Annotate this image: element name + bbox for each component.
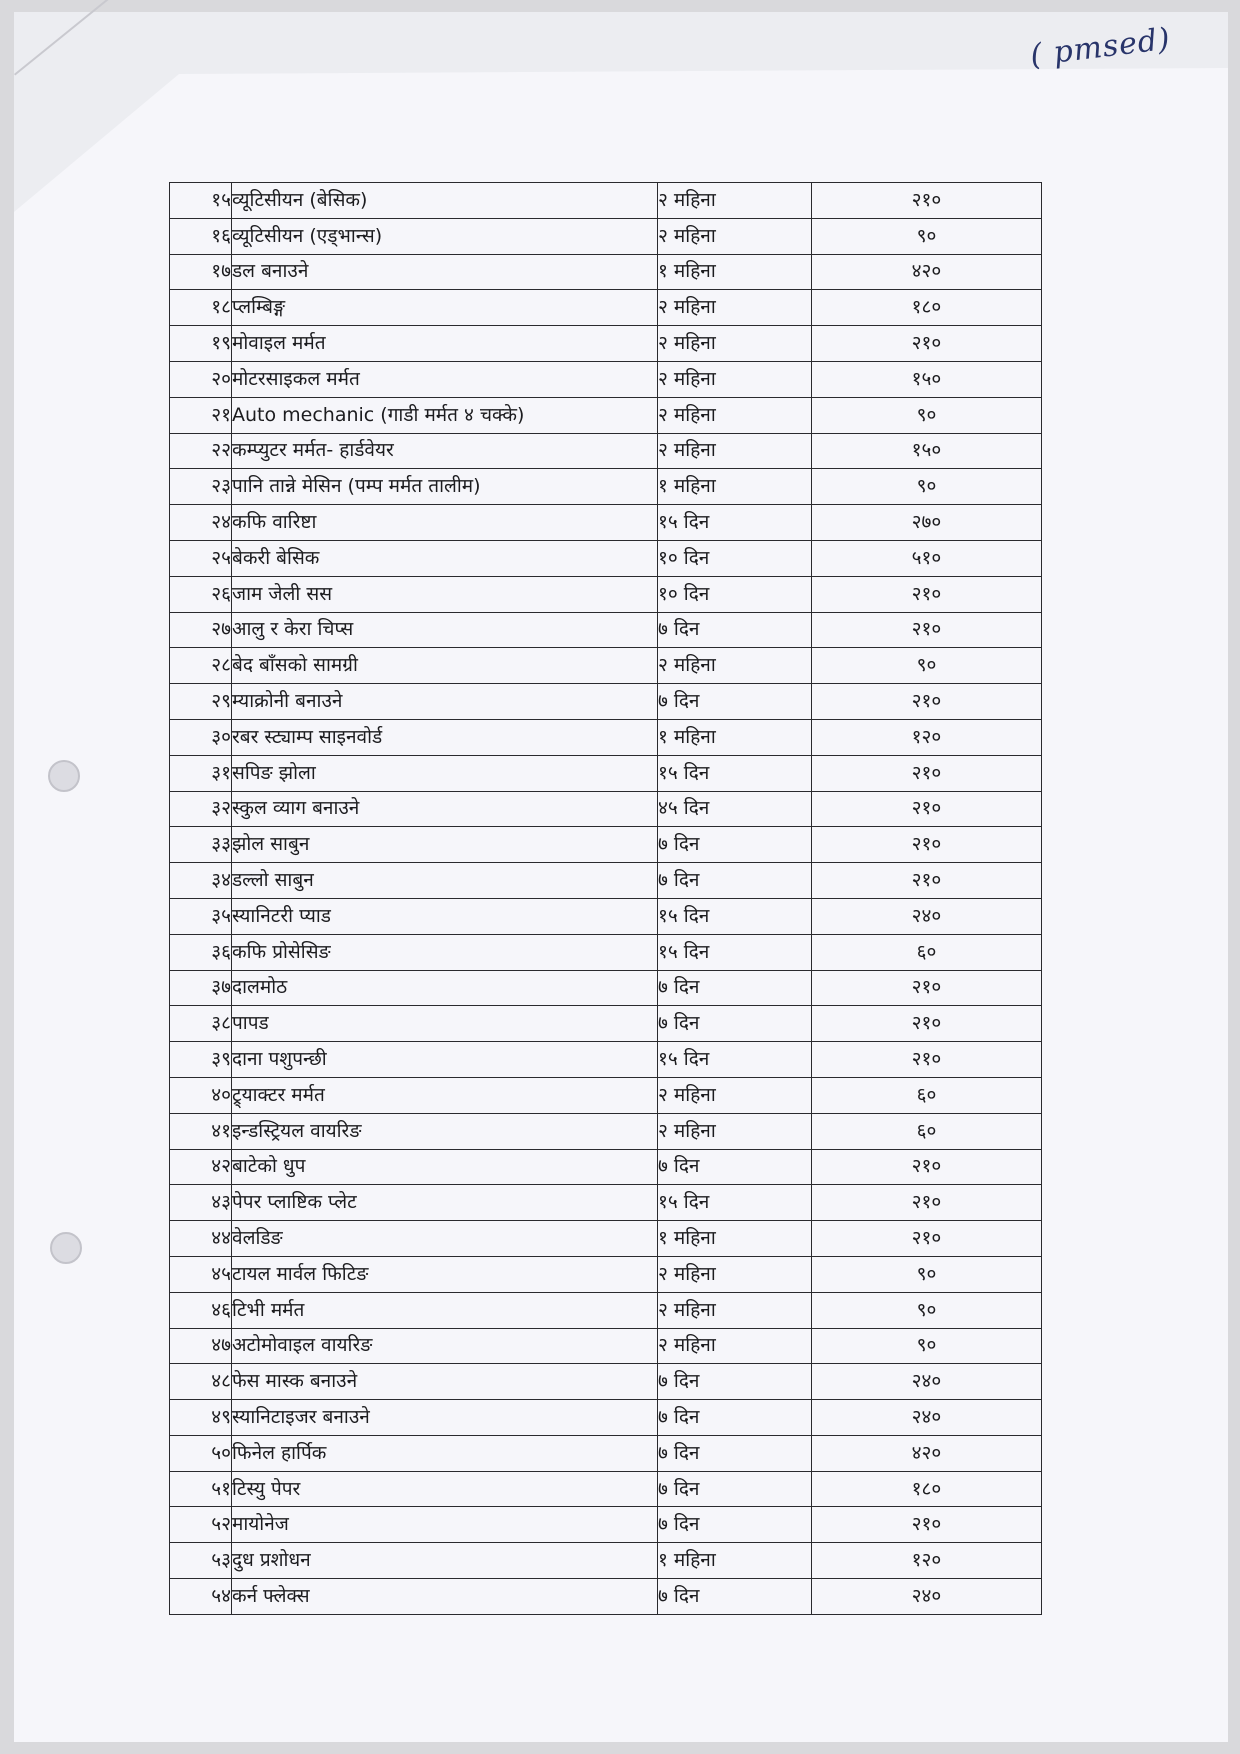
training-name: दाना पशुपन्छी [232, 1042, 658, 1078]
participant-count: ९० [812, 218, 1042, 254]
table-row [170, 1507, 1042, 1543]
training-duration: ७ दिन [658, 863, 812, 899]
training-name: मायोनेज [232, 1507, 658, 1543]
training-duration: १० दिन [658, 540, 812, 576]
table-row [170, 755, 1042, 791]
row-number: ४८ [170, 1364, 232, 1400]
table-row [170, 1292, 1042, 1328]
training-duration: २ महिना [658, 183, 812, 219]
training-duration: ७ दिन [658, 1435, 812, 1471]
table-row [170, 1435, 1042, 1471]
training-duration: १ महिना [658, 254, 812, 290]
training-duration: १ महिना [658, 1221, 812, 1257]
participant-count: २४० [812, 1579, 1042, 1615]
participant-count: २१० [812, 612, 1042, 648]
training-name: म्याक्रोनी बनाउने [232, 684, 658, 720]
training-duration: २ महिना [658, 648, 812, 684]
table-row [170, 326, 1042, 362]
row-number: ३६ [170, 934, 232, 970]
table-row [170, 898, 1042, 934]
table-row [170, 612, 1042, 648]
participant-count: २१० [812, 1149, 1042, 1185]
training-name: कम्प्युटर मर्मत- हार्डवेयर [232, 433, 658, 469]
training-duration: २ महिना [658, 290, 812, 326]
training-name: स्कुल व्याग बनाउने [232, 791, 658, 827]
row-number: १५ [170, 183, 232, 219]
table-row [170, 540, 1042, 576]
punch-hole-icon [48, 760, 80, 792]
table-row [170, 863, 1042, 899]
training-duration: २ महिना [658, 1113, 812, 1149]
table-row [170, 648, 1042, 684]
row-number: २६ [170, 576, 232, 612]
participant-count: २१० [812, 1507, 1042, 1543]
training-duration: २ महिना [658, 1292, 812, 1328]
participant-count: ५१० [812, 540, 1042, 576]
training-duration: ७ दिन [658, 1579, 812, 1615]
training-duration: ७ दिन [658, 612, 812, 648]
training-name: पापड [232, 1006, 658, 1042]
row-number: ५४ [170, 1579, 232, 1615]
row-number: ४६ [170, 1292, 232, 1328]
participant-count: ९० [812, 1292, 1042, 1328]
row-number: २३ [170, 469, 232, 505]
row-number: ४४ [170, 1221, 232, 1257]
row-number: ३५ [170, 898, 232, 934]
table-row [170, 1543, 1042, 1579]
participant-count: २१० [812, 970, 1042, 1006]
training-name: डल बनाउने [232, 254, 658, 290]
participant-count: २१० [812, 183, 1042, 219]
row-number: ३३ [170, 827, 232, 863]
table-row [170, 218, 1042, 254]
row-number: ३० [170, 719, 232, 755]
training-name: कफि प्रोसेसिङ [232, 934, 658, 970]
participant-count: ६० [812, 1113, 1042, 1149]
row-number: ५१ [170, 1471, 232, 1507]
training-name: जाम जेली सस [232, 576, 658, 612]
table-row [170, 576, 1042, 612]
training-duration: २ महिना [658, 433, 812, 469]
training-duration: ७ दिन [658, 1364, 812, 1400]
training-name: टिभी मर्मत [232, 1292, 658, 1328]
table-body [170, 183, 1042, 1615]
participant-count: ६० [812, 934, 1042, 970]
training-name: सपिङ झोला [232, 755, 658, 791]
participant-count: ९० [812, 648, 1042, 684]
row-number: ३७ [170, 970, 232, 1006]
participant-count: २१० [812, 684, 1042, 720]
table-row [170, 1149, 1042, 1185]
row-number: १९ [170, 326, 232, 362]
row-number: २० [170, 361, 232, 397]
training-name: दालमोठ [232, 970, 658, 1006]
table-row [170, 290, 1042, 326]
table-row [170, 397, 1042, 433]
training-duration: १ महिना [658, 719, 812, 755]
participant-count: २१० [812, 827, 1042, 863]
participant-count: २१० [812, 791, 1042, 827]
training-duration: १५ दिन [658, 1042, 812, 1078]
row-number: ४१ [170, 1113, 232, 1149]
participant-count: ९० [812, 469, 1042, 505]
participant-count: २४० [812, 1364, 1042, 1400]
participant-count: २१० [812, 326, 1042, 362]
handwritten-annotation: ( pmsed) [1028, 21, 1173, 74]
row-number: ३४ [170, 863, 232, 899]
training-list-table [169, 182, 1042, 1615]
table-row [170, 1579, 1042, 1615]
training-name: प्लम्बिङ्ग [232, 290, 658, 326]
training-name: Auto mechanic (गाडी मर्मत ४ चक्के) [232, 397, 658, 433]
table-row [170, 791, 1042, 827]
row-number: ३८ [170, 1006, 232, 1042]
training-duration: ७ दिन [658, 1507, 812, 1543]
training-name: बाटेको धुप [232, 1149, 658, 1185]
participant-count: २१० [812, 1006, 1042, 1042]
row-number: १६ [170, 218, 232, 254]
training-name: डल्लो साबुन [232, 863, 658, 899]
table-row [170, 433, 1042, 469]
training-duration: १५ दिन [658, 898, 812, 934]
table-row [170, 684, 1042, 720]
table-row [170, 1113, 1042, 1149]
training-name: अटोमोवाइल वायरिङ [232, 1328, 658, 1364]
training-duration: ७ दिन [658, 827, 812, 863]
training-duration: ७ दिन [658, 970, 812, 1006]
row-number: १७ [170, 254, 232, 290]
training-duration: २ महिना [658, 1328, 812, 1364]
row-number: २८ [170, 648, 232, 684]
participant-count: २१० [812, 1221, 1042, 1257]
training-duration: २ महिना [658, 1077, 812, 1113]
training-duration: ७ दिन [658, 684, 812, 720]
table-row [170, 1006, 1042, 1042]
training-name: ट्र्याक्टर मर्मत [232, 1077, 658, 1113]
training-duration: १ महिना [658, 1543, 812, 1579]
participant-count: २४० [812, 898, 1042, 934]
row-number: २१ [170, 397, 232, 433]
training-duration: २ महिना [658, 361, 812, 397]
training-duration: ७ दिन [658, 1471, 812, 1507]
table-row [170, 505, 1042, 541]
training-duration: १५ दिन [658, 934, 812, 970]
table-row [170, 1256, 1042, 1292]
participant-count: २४० [812, 1400, 1042, 1436]
training-duration: १५ दिन [658, 505, 812, 541]
punch-hole-icon [50, 1232, 82, 1264]
table-row [170, 1364, 1042, 1400]
participant-count: २७० [812, 505, 1042, 541]
table-row [170, 1471, 1042, 1507]
training-name: झोल साबुन [232, 827, 658, 863]
participant-count: २१० [812, 1042, 1042, 1078]
participant-count: १२० [812, 1543, 1042, 1579]
row-number: ४५ [170, 1256, 232, 1292]
participant-count: ९० [812, 1328, 1042, 1364]
row-number: १८ [170, 290, 232, 326]
training-name: रबर स्ट्याम्प साइनवोर्ड [232, 719, 658, 755]
participant-count: १८० [812, 1471, 1042, 1507]
training-name: टायल मार्वल फिटिङ [232, 1256, 658, 1292]
participant-count: १८० [812, 290, 1042, 326]
training-duration: ७ दिन [658, 1006, 812, 1042]
training-name: मोटरसाइकल मर्मत [232, 361, 658, 397]
training-duration: २ महिना [658, 397, 812, 433]
training-duration: १ महिना [658, 469, 812, 505]
training-name: फिनेल हार्पिक [232, 1435, 658, 1471]
training-name: पानि तान्ने मेसिन (पम्प मर्मत तालीम) [232, 469, 658, 505]
training-duration: ७ दिन [658, 1149, 812, 1185]
row-number: ४० [170, 1077, 232, 1113]
row-number: ४३ [170, 1185, 232, 1221]
row-number: २५ [170, 540, 232, 576]
row-number: ३१ [170, 755, 232, 791]
row-number: २९ [170, 684, 232, 720]
training-duration: ७ दिन [658, 1400, 812, 1436]
training-duration: ४५ दिन [658, 791, 812, 827]
training-name: बेकरी बेसिक [232, 540, 658, 576]
participant-count: ९० [812, 1256, 1042, 1292]
participant-count: ६० [812, 1077, 1042, 1113]
training-duration: २ महिना [658, 218, 812, 254]
training-name: कफि वारिष्टा [232, 505, 658, 541]
participant-count: २१० [812, 1185, 1042, 1221]
training-name: फेस मास्क बनाउने [232, 1364, 658, 1400]
training-name: वेलडिङ [232, 1221, 658, 1257]
participant-count: १५० [812, 361, 1042, 397]
training-duration: १५ दिन [658, 755, 812, 791]
training-name: इन्डस्ट्रियल वायरिङ [232, 1113, 658, 1149]
row-number: ५३ [170, 1543, 232, 1579]
row-number: ४९ [170, 1400, 232, 1436]
table-row [170, 827, 1042, 863]
training-name: आलु र केरा चिप्स [232, 612, 658, 648]
table-row [170, 1400, 1042, 1436]
participant-count: ९० [812, 397, 1042, 433]
participant-count: २१० [812, 863, 1042, 899]
table-row [170, 1185, 1042, 1221]
training-name: दुध प्रशोधन [232, 1543, 658, 1579]
training-duration: २ महिना [658, 326, 812, 362]
row-number: ३९ [170, 1042, 232, 1078]
table-row [170, 1221, 1042, 1257]
training-name: कर्न फ्लेक्स [232, 1579, 658, 1615]
table-row [170, 970, 1042, 1006]
participant-count: २१० [812, 755, 1042, 791]
training-name: स्यानिटाइजर बनाउने [232, 1400, 658, 1436]
row-number: ४२ [170, 1149, 232, 1185]
row-number: ३२ [170, 791, 232, 827]
training-name: बेद बाँसको सामग्री [232, 648, 658, 684]
row-number: २२ [170, 433, 232, 469]
table-row [170, 361, 1042, 397]
participant-count: ४२० [812, 254, 1042, 290]
row-number: २७ [170, 612, 232, 648]
table-row [170, 469, 1042, 505]
row-number: ५२ [170, 1507, 232, 1543]
row-number: ५० [170, 1435, 232, 1471]
table-row [170, 1042, 1042, 1078]
training-duration: १० दिन [658, 576, 812, 612]
table-row [170, 719, 1042, 755]
row-number: २४ [170, 505, 232, 541]
participant-count: १२० [812, 719, 1042, 755]
training-name: मोवाइल मर्मत [232, 326, 658, 362]
training-name: टिस्यु पेपर [232, 1471, 658, 1507]
training-duration: २ महिना [658, 1256, 812, 1292]
table-row [170, 1077, 1042, 1113]
participant-count: ४२० [812, 1435, 1042, 1471]
table-row [170, 183, 1042, 219]
training-name: व्यूटिसीयन (बेसिक) [232, 183, 658, 219]
training-name: स्यानिटरी प्याड [232, 898, 658, 934]
table-row [170, 934, 1042, 970]
training-name: पेपर प्लाष्टिक प्लेट [232, 1185, 658, 1221]
table-row [170, 1328, 1042, 1364]
table-row [170, 254, 1042, 290]
row-number: ४७ [170, 1328, 232, 1364]
participant-count: २१० [812, 576, 1042, 612]
training-name: व्यूटिसीयन (एड्भान्स) [232, 218, 658, 254]
participant-count: १५० [812, 433, 1042, 469]
training-duration: १५ दिन [658, 1185, 812, 1221]
